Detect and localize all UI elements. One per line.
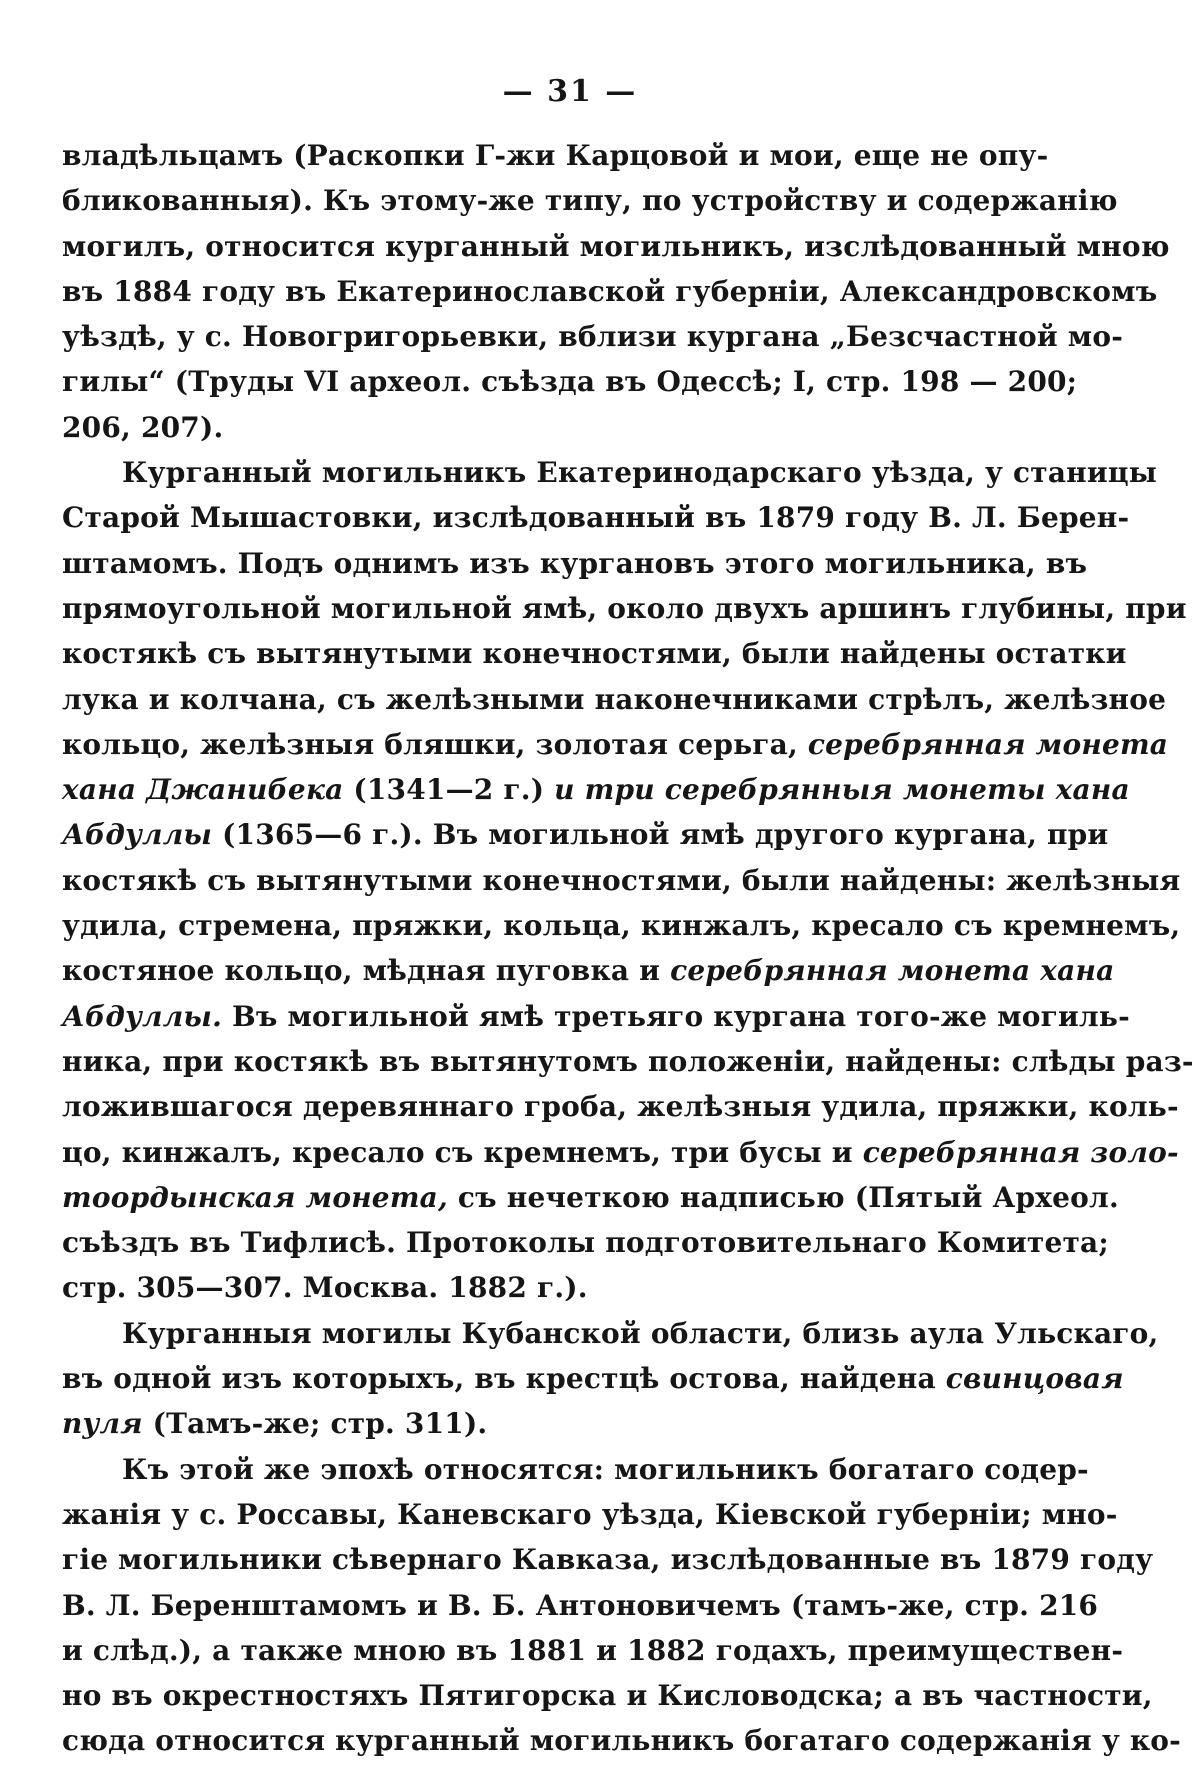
page-number: — 31 — <box>502 74 638 109</box>
text-line <box>62 631 1127 676</box>
text-line <box>62 677 1167 722</box>
italic-text-segment: свинцовая <box>945 1362 1124 1396</box>
text-line <box>62 1583 1099 1628</box>
text-segment: владѣльцамъ (Раскопки Г-жи Карцовой и мои, еще не опу- <box>62 139 1049 172</box>
text-line <box>62 1628 1124 1673</box>
text-line <box>62 1220 1109 1265</box>
italic-text-segment: Абдуллы <box>62 818 213 852</box>
text-segment: кольцо, желѣзныя бляшки, золотая серьга, <box>62 727 808 761</box>
text-line <box>62 1718 1182 1763</box>
text-segment: съ нечеткою надписью (Пятый Археол. <box>447 1180 1119 1214</box>
text-segment: уѣздѣ, у с. Новогригорьевки, вблизи кургана „Безсчастной мо- <box>62 320 1124 354</box>
text-segment: Курганныя могилы Кубанской области, близь аула Ульскаго, <box>122 1316 1159 1350</box>
text-segment: штамомъ. Подъ однимъ изъ кургановъ этого могильника, въ <box>62 546 1088 580</box>
text-line <box>62 1130 1179 1175</box>
text-segment: прямоугольной могильной ямѣ, около двухъ аршинъ глубины, при <box>62 591 1187 625</box>
italic-text-segment: серебрянная монета хана <box>670 954 1115 988</box>
text-line <box>62 1311 1159 1356</box>
text-segment: сюда относится курганный могильникъ богатаго содержанія у ко- <box>62 1724 1182 1758</box>
text-segment: жанія у с. Россавы, Каневскаго уѣзда, Кіевской губерніи; мно- <box>62 1497 1118 1531</box>
text-segment: но въ окрестностяхъ Пятигорска и Кисловодска; а въ частности, <box>62 1679 1153 1713</box>
text-segment: и слѣд.), а также мною въ 1881 и 1882 годахъ, преимуществен- <box>62 1633 1124 1667</box>
text-line <box>62 994 1130 1039</box>
italic-text-segment: и три серебрянныя монеты хана <box>554 773 1130 807</box>
text-line <box>62 359 1078 404</box>
italic-text-segment: хана Джанибека <box>62 773 344 807</box>
text-segment: стр. 305—307. Москва. 1882 г.). <box>62 1271 588 1305</box>
text-segment: могилъ, относится курганный могильникъ, изслѣдованный мною <box>62 229 1170 263</box>
text-line <box>62 1447 1089 1492</box>
text-segment: В. Л. Беренштамомъ и В. Б. Антоновичемъ (тамъ-же, стр. 216 <box>62 1588 1099 1622</box>
text-segment: съѣздъ въ Тифлисѣ. Протоколы подготовительнаго Комитета; <box>62 1226 1109 1260</box>
text-segment: гіе могильники сѣвернаго Кавказа, изслѣдованные въ 1879 году <box>62 1543 1154 1577</box>
text-line <box>62 450 1157 495</box>
text-line <box>62 269 1158 314</box>
text-segment: гилы“ (Труды VI археол. съѣзда въ Одессѣ; I, стр. 198 — 200; <box>62 365 1078 399</box>
text-segment: 206, 207). <box>62 410 224 444</box>
text-segment: лука и колчана, съ желѣзными наконечниками стрѣлъ, желѣзное <box>62 682 1167 716</box>
text-line <box>62 495 1130 540</box>
text-segment: костяное кольцо, мѣдная пуговка и <box>62 954 671 988</box>
text-segment: костякѣ съ вытянутыми конечностями, были найдены: желѣзныя <box>62 863 1181 897</box>
text-line <box>62 1265 1000 1310</box>
text-line <box>62 1084 1179 1129</box>
text-segment: (1341—2 г.) <box>343 773 555 807</box>
text-line <box>62 405 1000 450</box>
italic-text-segment: пуля <box>62 1407 143 1441</box>
text-segment: Старой Мышастовки, изслѣдованный въ 1879 году В. Л. Берен- <box>62 501 1130 535</box>
text-segment: ложившагося деревяннаго гроба, желѣзныя удила, пряжки, коль- <box>62 1090 1179 1124</box>
text-segment: ника, при костякѣ въ вытянутомъ положеніи, найдены: слѣды раз- <box>62 1044 1194 1078</box>
text-segment: въ одной изъ которыхъ, въ крестцѣ остова, найдена <box>62 1362 946 1396</box>
text-line <box>62 314 1124 359</box>
italic-text-segment: тоордынская монета, <box>62 1180 448 1214</box>
text-line <box>62 541 1088 586</box>
text-line <box>62 722 1169 767</box>
text-segment: костякѣ съ вытянутыми конечностями, были найдены остатки <box>62 637 1127 671</box>
text-segment: Курганный могильникъ Екатеринодарскаго уѣзда, у станицы <box>122 456 1157 490</box>
text-line <box>62 903 1181 948</box>
text-line <box>62 1175 1119 1220</box>
text-line <box>62 948 1115 993</box>
text-line <box>62 767 1130 812</box>
text-segment: Въ могильной ямѣ третьяго кургана того-же могиль- <box>222 999 1130 1033</box>
text-segment: Къ этой же эпохѣ относятся: могильникъ богатаго содер- <box>122 1452 1089 1486</box>
italic-text-segment: Абдуллы. <box>62 999 223 1033</box>
text-line <box>62 1492 1118 1537</box>
text-line <box>62 1673 1153 1718</box>
text-segment: (Тамъ-же; стр. 311). <box>142 1407 488 1441</box>
text-segment: въ 1884 году въ Екатеринославской губерніи, Александровскомъ <box>62 274 1158 308</box>
text-line <box>62 224 1170 269</box>
text-line <box>62 1356 1124 1401</box>
text-line <box>62 1401 1000 1446</box>
text-segment: бликованныя). Къ этому-же типу, по устройству и содержанію <box>62 184 1118 218</box>
text-line <box>62 178 1118 223</box>
body-text <box>62 133 1194 1764</box>
text-segment: (1365—6 г.). Въ могильной ямѣ другого кургана, при <box>212 818 1109 852</box>
text-line <box>62 858 1181 903</box>
text-line <box>62 1039 1194 1084</box>
text-line <box>62 1537 1154 1582</box>
text-segment: цо, кинжалъ, кресало съ кремнемъ, три бусы и <box>62 1135 863 1169</box>
text-line <box>62 133 1049 178</box>
italic-text-segment: серебрянная монета <box>807 727 1169 761</box>
text-segment: удила, стремена, пряжки, кольца, кинжалъ, кресало съ кремнемъ, <box>62 909 1181 943</box>
text-line <box>62 812 1109 857</box>
text-line <box>62 586 1187 631</box>
italic-text-segment: серебрянная золо- <box>862 1135 1179 1169</box>
